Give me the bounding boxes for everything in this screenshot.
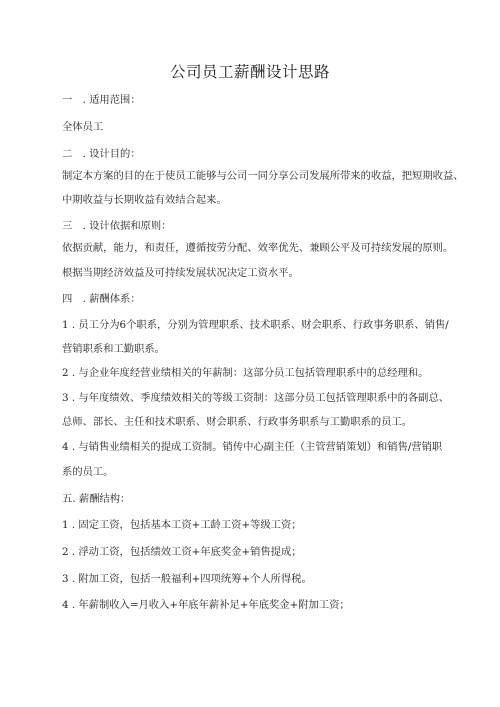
list-item-line: 总师、部长、主任和技术职系、财会职系、行政事务职系与工勤职系的员工。 — [62, 416, 413, 428]
section-heading-purpose: 二 . 设计目的： — [62, 148, 141, 160]
list-item-line: 营销职系和工勤职系。 — [62, 343, 165, 355]
section-heading-scope: 一 . 适用范围： — [62, 94, 141, 106]
paragraph-line: 中期收益与长期收益有效结合起来。 — [62, 194, 227, 206]
paragraph-line: 全体员工 — [62, 121, 104, 133]
list-item-line: 4 . 与销售业绩相关的提成工资制。销传中心副主任（主管营销策划）和销售/营销职 — [62, 441, 443, 453]
list-item-line: 3 . 附加工资，包括一般福利+四项统筹+个人所得税。 — [62, 573, 312, 585]
list-item-line: 3 . 与年度绩效、季度绩效相关的等级工资制：这部分员工包括管理职系中的各副总、 — [62, 392, 450, 404]
section-heading-system: 四 . 薪酬体系： — [62, 293, 141, 305]
list-item-line: 1 . 固定工资，包括基本工资+工龄工资+等级工资； — [62, 519, 302, 531]
section-heading-structure: 五. 薪酬结构： — [62, 493, 131, 505]
list-item-line: 2 . 浮动工资，包括绩效工资+年底奖金+销售提成； — [62, 546, 302, 558]
paragraph-line: 制定本方案的目的在于使员工能够与公司一同分享公司发展所带来的收益，把短期收益、 — [62, 170, 464, 182]
list-item-line: 1 . 员工分为6个职系，分别为管理职系、技术职系、财会职系、行政事务职系、销售/ — [62, 319, 449, 331]
list-item-line: 4 . 年薪制收入=月收入+年底年薪补足+年底奖金+附加工资； — [62, 599, 350, 611]
list-item-line: 系的员工。 — [62, 466, 114, 478]
document-title: 公司员工薪酬设计思路 — [169, 63, 330, 81]
paragraph-line: 根据当期经济效益及可持续发展状况决定工资水平。 — [62, 267, 299, 279]
list-item-line: 2 . 与企业年度经营业绩相关的年薪制：这部分员工包括管理职系中的总经理和。 — [62, 367, 429, 379]
section-heading-principles: 三 . 设计依据和原则： — [62, 220, 172, 232]
paragraph-line: 依据贡献，能力，和责任，遵循按劳分配、效率优先、兼顾公平及可持续发展的原则。 — [62, 242, 454, 254]
